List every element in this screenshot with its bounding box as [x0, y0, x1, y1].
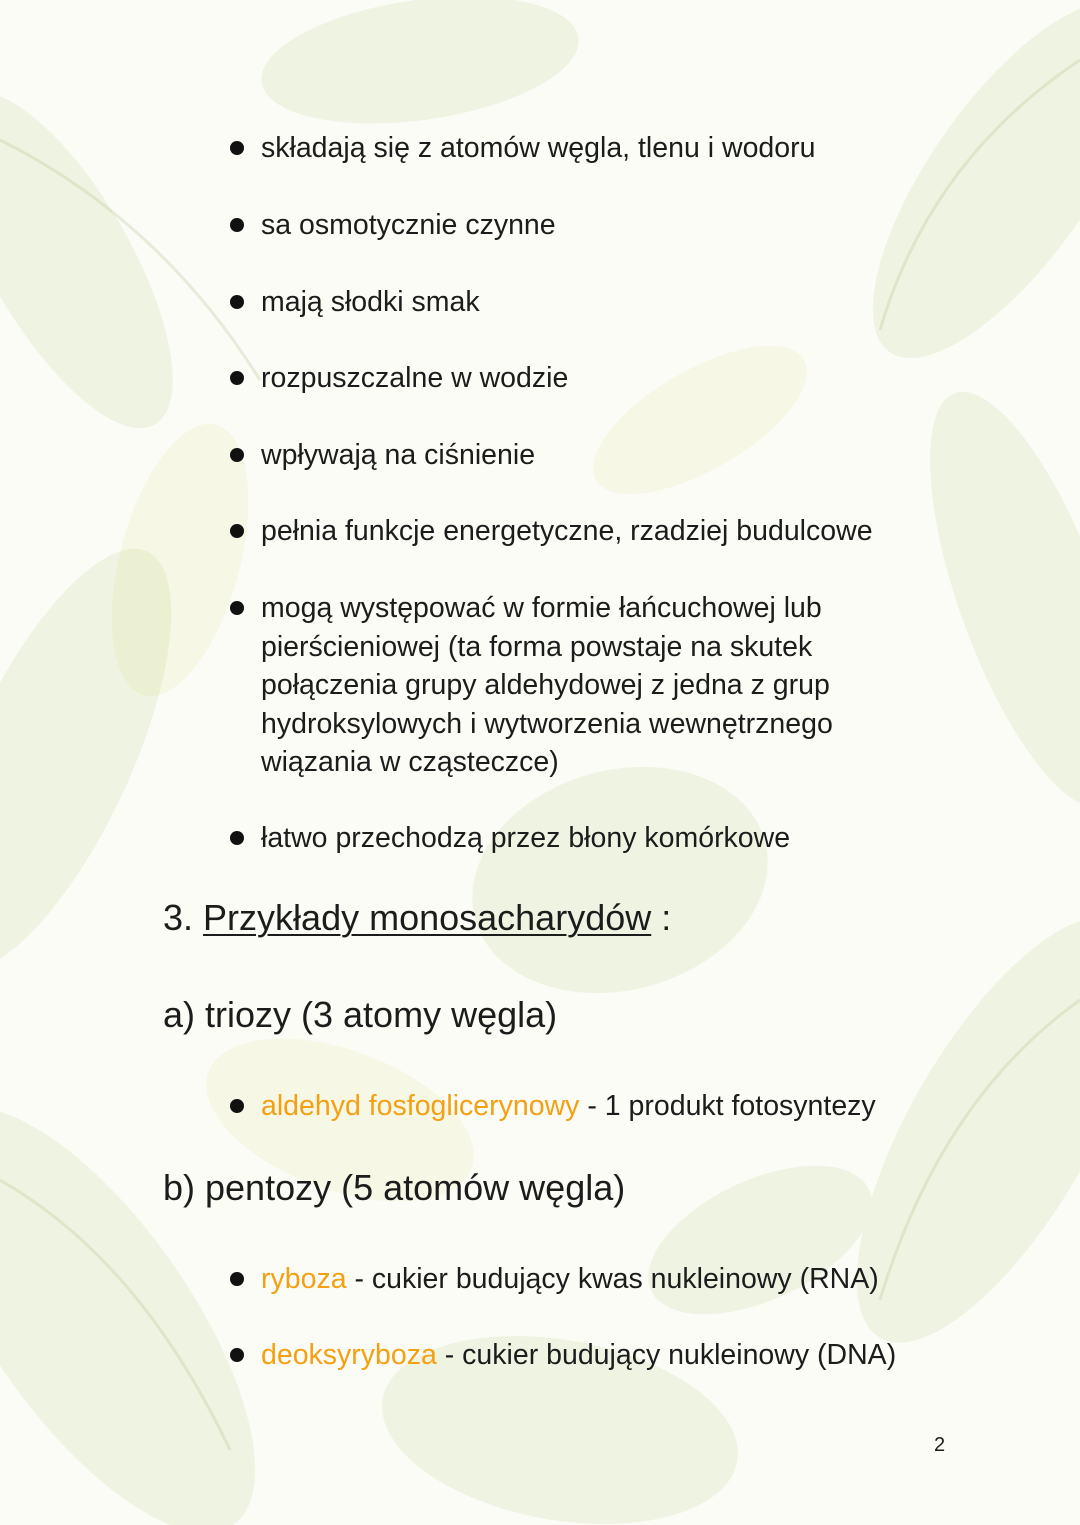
list-item: [230, 1260, 910, 1299]
highlight-term: aldehyd fosfoglicerynowy: [261, 1090, 580, 1122]
trioses-heading: a) triozy (3 atomy węgla): [163, 994, 558, 1035]
list-item: [230, 1336, 910, 1375]
bullet-icon: [230, 448, 244, 462]
bullet-icon: [230, 1272, 244, 1286]
section-heading: [163, 894, 671, 942]
item-description: - cukier budujący nukleinowy (DNA): [436, 1339, 897, 1371]
highlight-term: deoksyryboza: [261, 1339, 437, 1371]
bullet-icon: [230, 831, 244, 845]
list-item: łatwo przechodzą przez błony komórkowe: [230, 819, 910, 858]
item-description: - 1 produkt fotosyntezy: [579, 1090, 876, 1122]
list-item: wpływają na ciśnienie: [230, 436, 910, 475]
section-colon: :: [661, 897, 672, 938]
section-title: Przykłady monosacharydów: [203, 897, 652, 938]
list-item: [230, 1087, 910, 1126]
section-number: 3.: [163, 897, 194, 938]
list-item: mają słodki smak: [230, 283, 910, 322]
bullet-icon: [230, 295, 244, 309]
bullet-icon: [230, 1348, 244, 1362]
bullet-icon: [230, 601, 244, 615]
pentoses-heading: b) pentozy (5 atomów węgla): [163, 1167, 626, 1208]
highlight-term: ryboza: [261, 1263, 347, 1295]
list-item: składają się z atomów węgla, tlenu i wodoru: [230, 129, 910, 168]
bullet-icon: [230, 371, 244, 385]
bullet-icon: [230, 218, 244, 232]
item-description: - cukier budujący kwas nukleinowy (RNA): [346, 1263, 879, 1295]
list-item: rozpuszczalne w wodzie: [230, 359, 910, 398]
list-item: sa osmotycznie czynne: [230, 206, 910, 245]
page-number: 2: [934, 1434, 946, 1456]
bullet-icon: [230, 1099, 244, 1113]
list-item: pełnia funkcje energetyczne, rzadziej budulcowe: [230, 512, 910, 551]
bullet-icon: [230, 524, 244, 538]
bullet-icon: [230, 141, 244, 155]
list-item: mogą występować w formie łańcuchowej lub pierścieniowej (ta forma powstaje na skutek połączenia grupy aldehydowej z jedna z grup hydroksylowych i wytworzenia wewnętrznego wiązania w cząsteczce): [230, 589, 870, 782]
